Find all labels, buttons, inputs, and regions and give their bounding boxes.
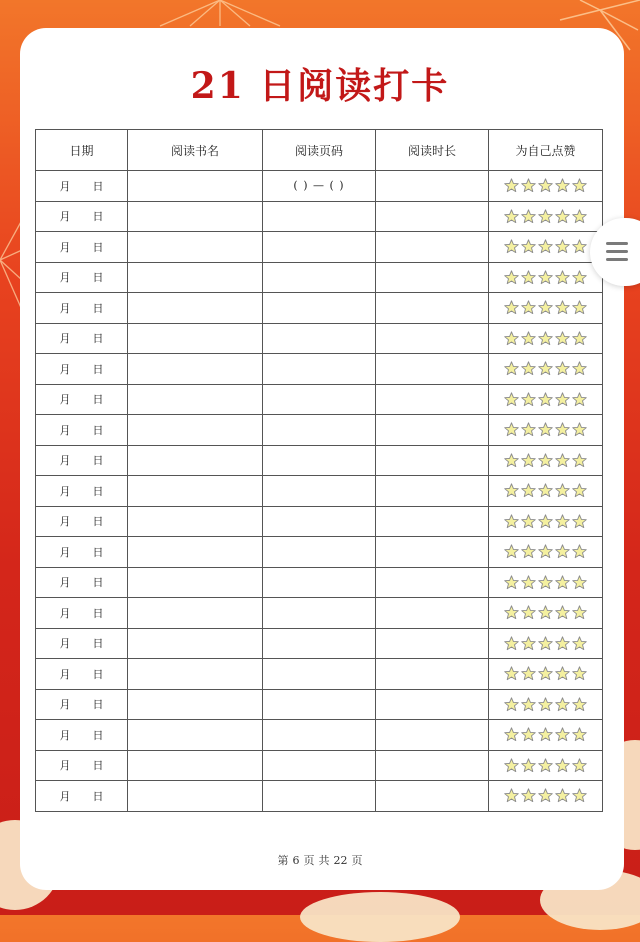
table-row	[36, 232, 603, 263]
table-row	[36, 537, 603, 568]
day-label: 日	[92, 545, 104, 559]
pages-cell[interactable]	[263, 781, 376, 812]
month-label: 月	[59, 454, 71, 468]
star-outline-icon[interactable]	[521, 209, 536, 224]
star-outline-icon[interactable]	[555, 666, 570, 681]
star-outline-icon[interactable]	[538, 422, 553, 437]
month-label: 月	[59, 179, 71, 193]
day-label: 日	[92, 484, 104, 498]
duration-cell[interactable]	[376, 171, 489, 202]
day-label: 日	[92, 606, 104, 620]
date-cell[interactable]	[36, 689, 128, 720]
star-outline-icon[interactable]	[538, 239, 553, 254]
duration-cell[interactable]	[376, 506, 489, 537]
month-label: 月	[59, 423, 71, 437]
table-row	[36, 659, 603, 690]
star-outline-icon[interactable]	[538, 209, 553, 224]
pages-cell[interactable]	[263, 567, 376, 598]
star-outline-icon[interactable]	[538, 300, 553, 315]
table-row	[36, 445, 603, 476]
star-outline-icon[interactable]	[521, 453, 536, 468]
star-outline-icon[interactable]	[504, 514, 519, 529]
footer-total-pages: 22	[333, 854, 348, 867]
day-label: 日	[92, 179, 104, 193]
star-rating	[489, 201, 603, 232]
star-outline-icon[interactable]	[572, 392, 587, 407]
duration-cell[interactable]	[376, 293, 489, 324]
footer-suffix: 页	[351, 854, 363, 867]
star-outline-icon[interactable]	[555, 788, 570, 803]
day-label: 日	[92, 698, 104, 712]
book-title-cell[interactable]	[128, 689, 263, 720]
star-outline-icon[interactable]	[572, 270, 587, 285]
day-label: 日	[92, 759, 104, 773]
date-cell[interactable]	[36, 354, 128, 385]
day-label: 日	[92, 454, 104, 468]
star-outline-icon[interactable]	[555, 636, 570, 651]
star-rating	[489, 354, 603, 385]
header-book-title: 阅读书名	[128, 130, 263, 171]
header-duration: 阅读时长	[376, 130, 489, 171]
month-label: 月	[59, 576, 71, 590]
star-rating	[489, 628, 603, 659]
star-rating	[489, 537, 603, 568]
star-rating	[489, 506, 603, 537]
star-outline-icon[interactable]	[504, 727, 519, 742]
star-rating	[489, 293, 603, 324]
day-label: 日	[92, 728, 104, 742]
table-row	[36, 750, 603, 781]
day-label: 日	[92, 301, 104, 315]
month-label: 月	[59, 301, 71, 315]
book-title-cell[interactable]	[128, 781, 263, 812]
star-outline-icon[interactable]	[572, 514, 587, 529]
footer-current-page: 6	[292, 854, 300, 867]
star-outline-icon[interactable]	[555, 239, 570, 254]
book-title-cell[interactable]	[128, 476, 263, 507]
table-row	[36, 567, 603, 598]
star-outline-icon[interactable]	[521, 361, 536, 376]
star-outline-icon[interactable]	[521, 575, 536, 590]
cloud-decoration-bottom	[300, 892, 460, 942]
star-outline-icon[interactable]	[538, 544, 553, 559]
book-title-cell[interactable]	[128, 293, 263, 324]
star-outline-icon[interactable]	[538, 392, 553, 407]
star-outline-icon[interactable]	[555, 178, 570, 193]
book-title-cell[interactable]	[128, 201, 263, 232]
date-cell[interactable]	[36, 720, 128, 751]
star-outline-icon[interactable]	[572, 239, 587, 254]
duration-cell[interactable]	[376, 750, 489, 781]
star-outline-icon[interactable]	[521, 331, 536, 346]
star-outline-icon[interactable]	[555, 270, 570, 285]
duration-cell[interactable]	[376, 598, 489, 629]
star-rating	[489, 659, 603, 690]
star-outline-icon[interactable]	[521, 544, 536, 559]
table-row	[36, 262, 603, 293]
table-row	[36, 720, 603, 751]
star-outline-icon[interactable]	[572, 727, 587, 742]
header-date: 日期	[36, 130, 128, 171]
star-rating	[489, 445, 603, 476]
duration-cell[interactable]	[376, 720, 489, 751]
header-self-praise: 为自己点赞	[489, 130, 603, 171]
star-outline-icon[interactable]	[538, 270, 553, 285]
pages-cell[interactable]	[263, 506, 376, 537]
page-range-placeholder: ( ) — ( )	[293, 179, 345, 193]
star-outline-icon[interactable]	[504, 575, 519, 590]
date-cell[interactable]	[36, 445, 128, 476]
star-outline-icon[interactable]	[572, 422, 587, 437]
table-row	[36, 476, 603, 507]
star-outline-icon[interactable]	[572, 544, 587, 559]
star-outline-icon[interactable]	[572, 453, 587, 468]
day-label: 日	[92, 210, 104, 224]
star-outline-icon[interactable]	[572, 605, 587, 620]
date-cell[interactable]	[36, 628, 128, 659]
duration-cell[interactable]	[376, 537, 489, 568]
table-row	[36, 689, 603, 720]
pages-cell[interactable]	[263, 598, 376, 629]
pages-cell[interactable]	[263, 262, 376, 293]
star-outline-icon[interactable]	[572, 666, 587, 681]
firework-decoration-left	[0, 200, 22, 330]
pages-cell[interactable]	[263, 201, 376, 232]
book-title-cell[interactable]	[128, 232, 263, 263]
star-rating	[489, 232, 603, 263]
star-outline-icon[interactable]	[555, 483, 570, 498]
star-outline-icon[interactable]	[555, 392, 570, 407]
date-cell[interactable]	[36, 201, 128, 232]
month-label: 月	[59, 210, 71, 224]
month-label: 月	[59, 545, 71, 559]
duration-cell[interactable]	[376, 384, 489, 415]
star-outline-icon[interactable]	[504, 697, 519, 712]
day-label: 日	[92, 332, 104, 346]
month-label: 月	[59, 362, 71, 376]
table-row	[36, 384, 603, 415]
star-outline-icon[interactable]	[504, 636, 519, 651]
day-label: 日	[92, 576, 104, 590]
star-outline-icon[interactable]	[538, 605, 553, 620]
date-cell[interactable]	[36, 567, 128, 598]
star-outline-icon[interactable]	[504, 178, 519, 193]
star-outline-icon[interactable]	[538, 514, 553, 529]
star-outline-icon[interactable]	[572, 636, 587, 651]
star-outline-icon[interactable]	[572, 788, 587, 803]
star-outline-icon[interactable]	[521, 270, 536, 285]
book-title-cell[interactable]	[128, 384, 263, 415]
duration-cell[interactable]	[376, 628, 489, 659]
book-title-cell[interactable]	[128, 628, 263, 659]
star-outline-icon[interactable]	[521, 697, 536, 712]
table-row	[36, 415, 603, 446]
star-outline-icon[interactable]	[504, 666, 519, 681]
duration-cell[interactable]	[376, 323, 489, 354]
duration-cell[interactable]	[376, 781, 489, 812]
star-outline-icon[interactable]	[504, 453, 519, 468]
table-row	[36, 781, 603, 812]
book-title-cell[interactable]	[128, 506, 263, 537]
star-outline-icon[interactable]	[504, 239, 519, 254]
month-label: 月	[59, 606, 71, 620]
month-label: 月	[59, 728, 71, 742]
star-rating	[489, 384, 603, 415]
star-rating	[489, 415, 603, 446]
star-outline-icon[interactable]	[538, 483, 553, 498]
star-outline-icon[interactable]	[538, 727, 553, 742]
month-label: 月	[59, 332, 71, 346]
star-outline-icon[interactable]	[504, 483, 519, 498]
star-rating	[489, 262, 603, 293]
pages-cell[interactable]	[263, 171, 376, 202]
star-outline-icon[interactable]	[521, 239, 536, 254]
table-row	[36, 171, 603, 202]
month-label: 月	[59, 484, 71, 498]
date-cell[interactable]	[36, 659, 128, 690]
book-title-cell[interactable]	[128, 537, 263, 568]
table-header-row	[36, 130, 603, 171]
pages-cell[interactable]	[263, 384, 376, 415]
duration-cell[interactable]	[376, 445, 489, 476]
pages-cell[interactable]	[263, 293, 376, 324]
table-row	[36, 598, 603, 629]
day-label: 日	[92, 362, 104, 376]
footer-page-word: 页	[303, 854, 315, 867]
month-label: 月	[59, 240, 71, 254]
star-outline-icon[interactable]	[538, 178, 553, 193]
book-title-cell[interactable]	[128, 567, 263, 598]
star-outline-icon[interactable]	[521, 605, 536, 620]
firework-decoration-top-left	[150, 0, 290, 28]
star-outline-icon[interactable]	[572, 209, 587, 224]
pages-cell[interactable]	[263, 689, 376, 720]
book-title-cell[interactable]	[128, 445, 263, 476]
star-outline-icon[interactable]	[504, 392, 519, 407]
star-rating	[489, 781, 603, 812]
star-outline-icon[interactable]	[555, 575, 570, 590]
book-title-cell[interactable]	[128, 323, 263, 354]
star-outline-icon[interactable]	[504, 758, 519, 773]
star-outline-icon[interactable]	[555, 453, 570, 468]
book-title-cell[interactable]	[128, 354, 263, 385]
month-label: 月	[59, 637, 71, 651]
star-outline-icon[interactable]	[572, 178, 587, 193]
star-rating	[489, 476, 603, 507]
date-cell[interactable]	[36, 506, 128, 537]
pages-cell[interactable]	[263, 750, 376, 781]
month-label: 月	[59, 393, 71, 407]
day-label: 日	[92, 637, 104, 651]
pages-cell[interactable]	[263, 445, 376, 476]
star-outline-icon[interactable]	[555, 544, 570, 559]
table-row	[36, 506, 603, 537]
duration-cell[interactable]	[376, 201, 489, 232]
star-outline-icon[interactable]	[555, 727, 570, 742]
pages-cell[interactable]	[263, 354, 376, 385]
table-row	[36, 323, 603, 354]
star-outline-icon[interactable]	[538, 697, 553, 712]
star-outline-icon[interactable]	[555, 514, 570, 529]
pages-cell[interactable]	[263, 720, 376, 751]
date-cell[interactable]	[36, 781, 128, 812]
star-outline-icon[interactable]	[555, 758, 570, 773]
star-outline-icon[interactable]	[555, 697, 570, 712]
star-outline-icon[interactable]	[521, 758, 536, 773]
month-label: 月	[59, 698, 71, 712]
star-outline-icon[interactable]	[538, 575, 553, 590]
pages-cell[interactable]	[263, 537, 376, 568]
table-row	[36, 628, 603, 659]
book-title-cell[interactable]	[128, 598, 263, 629]
duration-cell[interactable]	[376, 659, 489, 690]
star-rating	[489, 598, 603, 629]
star-outline-icon[interactable]	[538, 453, 553, 468]
footer-total-word: 共	[318, 854, 330, 867]
star-outline-icon[interactable]	[555, 361, 570, 376]
star-outline-icon[interactable]	[572, 758, 587, 773]
duration-cell[interactable]	[376, 232, 489, 263]
pages-cell[interactable]	[263, 323, 376, 354]
date-cell[interactable]	[36, 323, 128, 354]
duration-cell[interactable]	[376, 689, 489, 720]
star-outline-icon[interactable]	[504, 788, 519, 803]
date-cell[interactable]	[36, 750, 128, 781]
pages-cell[interactable]	[263, 415, 376, 446]
star-outline-icon[interactable]	[521, 514, 536, 529]
duration-cell[interactable]	[376, 354, 489, 385]
star-outline-icon[interactable]	[572, 300, 587, 315]
month-label: 月	[59, 667, 71, 681]
star-outline-icon[interactable]	[521, 178, 536, 193]
footer-prefix: 第	[277, 854, 289, 867]
star-outline-icon[interactable]	[538, 361, 553, 376]
page-footer	[0, 852, 640, 868]
reading-log-table	[35, 129, 603, 812]
day-label: 日	[92, 240, 104, 254]
star-rating	[489, 720, 603, 751]
date-cell[interactable]	[36, 232, 128, 263]
star-rating	[489, 171, 603, 202]
star-rating	[489, 567, 603, 598]
star-outline-icon[interactable]	[521, 636, 536, 651]
header-pages: 阅读页码	[263, 130, 376, 171]
star-outline-icon[interactable]	[555, 300, 570, 315]
star-rating	[489, 323, 603, 354]
star-outline-icon[interactable]	[538, 331, 553, 346]
star-outline-icon[interactable]	[504, 544, 519, 559]
date-cell[interactable]	[36, 384, 128, 415]
duration-cell[interactable]	[376, 415, 489, 446]
star-outline-icon[interactable]	[504, 209, 519, 224]
date-cell[interactable]	[36, 415, 128, 446]
pages-cell[interactable]	[263, 628, 376, 659]
star-outline-icon[interactable]	[521, 788, 536, 803]
duration-cell[interactable]	[376, 567, 489, 598]
star-outline-icon[interactable]	[538, 788, 553, 803]
day-label: 日	[92, 393, 104, 407]
month-label: 月	[59, 759, 71, 773]
book-title-cell[interactable]	[128, 171, 263, 202]
date-cell[interactable]	[36, 171, 128, 202]
star-outline-icon[interactable]	[521, 727, 536, 742]
star-outline-icon[interactable]	[572, 483, 587, 498]
star-outline-icon[interactable]	[504, 361, 519, 376]
star-outline-icon[interactable]	[555, 209, 570, 224]
date-cell[interactable]	[36, 476, 128, 507]
star-rating	[489, 750, 603, 781]
star-outline-icon[interactable]	[504, 331, 519, 346]
month-label: 月	[59, 271, 71, 285]
book-title-cell[interactable]	[128, 415, 263, 446]
star-outline-icon[interactable]	[504, 300, 519, 315]
book-title-cell[interactable]	[128, 750, 263, 781]
star-outline-icon[interactable]	[572, 331, 587, 346]
star-outline-icon[interactable]	[572, 697, 587, 712]
star-outline-icon[interactable]	[538, 636, 553, 651]
book-title-cell[interactable]	[128, 262, 263, 293]
table-body	[36, 171, 603, 812]
star-outline-icon[interactable]	[538, 666, 553, 681]
day-label: 日	[92, 667, 104, 681]
star-outline-icon[interactable]	[521, 392, 536, 407]
day-label: 日	[92, 271, 104, 285]
star-outline-icon[interactable]	[504, 605, 519, 620]
pages-cell[interactable]	[263, 476, 376, 507]
month-label: 月	[59, 789, 71, 803]
star-outline-icon[interactable]	[538, 758, 553, 773]
book-title-cell[interactable]	[128, 659, 263, 690]
day-label: 日	[92, 789, 104, 803]
month-label: 月	[59, 515, 71, 529]
duration-cell[interactable]	[376, 476, 489, 507]
day-label: 日	[92, 423, 104, 437]
duration-cell[interactable]	[376, 262, 489, 293]
date-cell[interactable]	[36, 598, 128, 629]
star-outline-icon[interactable]	[521, 422, 536, 437]
table-row	[36, 354, 603, 385]
star-outline-icon[interactable]	[555, 422, 570, 437]
star-outline-icon[interactable]	[555, 605, 570, 620]
pages-cell[interactable]	[263, 232, 376, 263]
star-outline-icon[interactable]	[572, 361, 587, 376]
star-rating	[489, 689, 603, 720]
star-outline-icon[interactable]	[555, 331, 570, 346]
table-row	[36, 201, 603, 232]
date-cell[interactable]	[36, 537, 128, 568]
star-outline-icon[interactable]	[521, 483, 536, 498]
star-outline-icon[interactable]	[572, 575, 587, 590]
pages-cell[interactable]	[263, 659, 376, 690]
table-row	[36, 293, 603, 324]
star-outline-icon[interactable]	[521, 666, 536, 681]
date-cell[interactable]	[36, 293, 128, 324]
star-outline-icon[interactable]	[504, 422, 519, 437]
page-title: 21 日阅读打卡	[190, 65, 450, 107]
star-outline-icon[interactable]	[504, 270, 519, 285]
star-outline-icon[interactable]	[521, 300, 536, 315]
day-label: 日	[92, 515, 104, 529]
date-cell[interactable]	[36, 262, 128, 293]
book-title-cell[interactable]	[128, 720, 263, 751]
